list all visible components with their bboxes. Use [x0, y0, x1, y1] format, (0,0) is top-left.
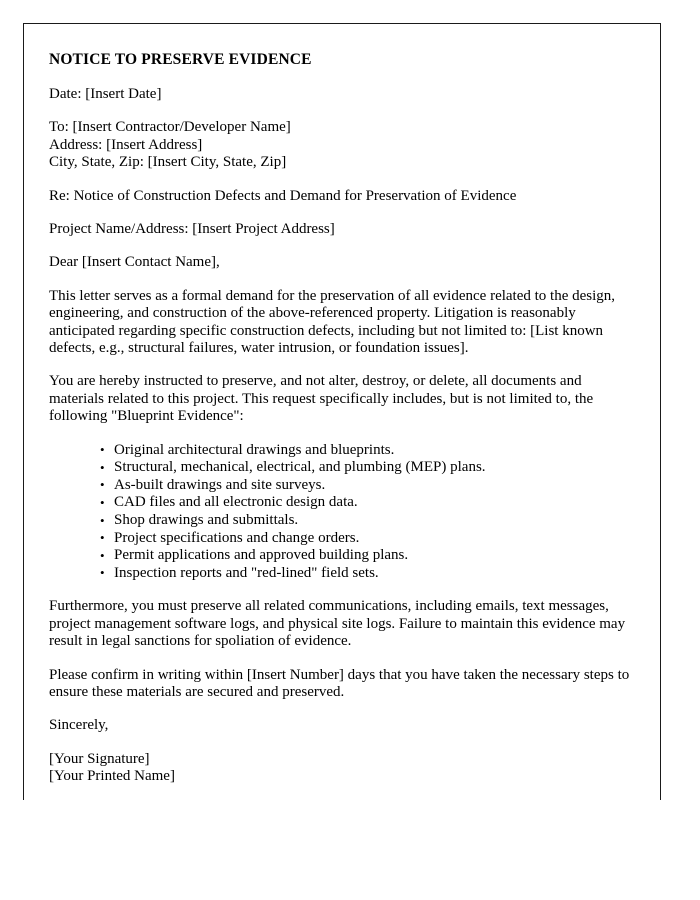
body-paragraph-3: Furthermore, you must preserve all related communications, including emails, text messages, project management software logs, and physical site logs. Failure to maintain this evidence may result in legal sanctions for spoliation of evidence.: [49, 598, 626, 650]
evidence-list: [49, 442, 631, 583]
document-body: [49, 50, 631, 786]
list-item: • Original architectural drawings and blueprints.: [100, 442, 631, 460]
recipient-city-state-zip-line: City, State, Zip: [Insert City, State, Zip]: [49, 154, 287, 171]
closing-salutation: Sincerely,: [49, 717, 109, 734]
body-paragraph-1: This letter serves as a formal demand for the preservation of all evidence related to the design, engineering, and construction of the above-referenced property. Litigation is reasonably anticipated regarding specific construction defects, including but not limited to: [List known defects, e.g., structural failures, water intrusion, or foundation issues].: [49, 287, 616, 357]
signature-placeholder: [Your Signature]: [49, 750, 150, 767]
body-paragraph-4: Please confirm in writing within [Insert Number] days that you have taken the necessary steps to ensure these materials are secured and preserved.: [49, 666, 630, 701]
list-item: • CAD files and all electronic design data.: [100, 494, 631, 512]
salutation: Dear [Insert Contact Name],: [49, 254, 220, 271]
recipient-name-line: To: [Insert Contractor/Developer Name]: [49, 119, 291, 136]
date-line: Date: [Insert Date]: [49, 86, 162, 102]
recipient-address-block: [49, 119, 631, 171]
document-page-frame: [23, 23, 661, 800]
list-item: • Shop drawings and submittals.: [100, 512, 631, 530]
page-title: NOTICE TO PRESERVE EVIDENCE: [49, 51, 312, 68]
signature-block: [49, 751, 631, 786]
list-item: • Project specifications and change orders.: [100, 530, 631, 548]
printed-name-placeholder: [Your Printed Name]: [49, 768, 175, 785]
recipient-address-line: Address: [Insert Address]: [49, 136, 203, 153]
list-item: • As-built drawings and site surveys.: [100, 477, 631, 495]
list-item: • Inspection reports and "red-lined" field sets.: [100, 565, 631, 583]
body-paragraph-2: You are hereby instructed to preserve, and not alter, destroy, or delete, all documents and materials related to this project. This request specifically includes, but is not limited to, the following "Blueprint Evidence":: [49, 373, 594, 425]
list-item: • Permit applications and approved building plans.: [100, 547, 631, 565]
project-line: Project Name/Address: [Insert Project Address]: [49, 221, 335, 238]
subject-line: Re: Notice of Construction Defects and Demand for Preservation of Evidence: [49, 187, 517, 204]
list-item: • Structural, mechanical, electrical, and plumbing (MEP) plans.: [100, 459, 631, 477]
